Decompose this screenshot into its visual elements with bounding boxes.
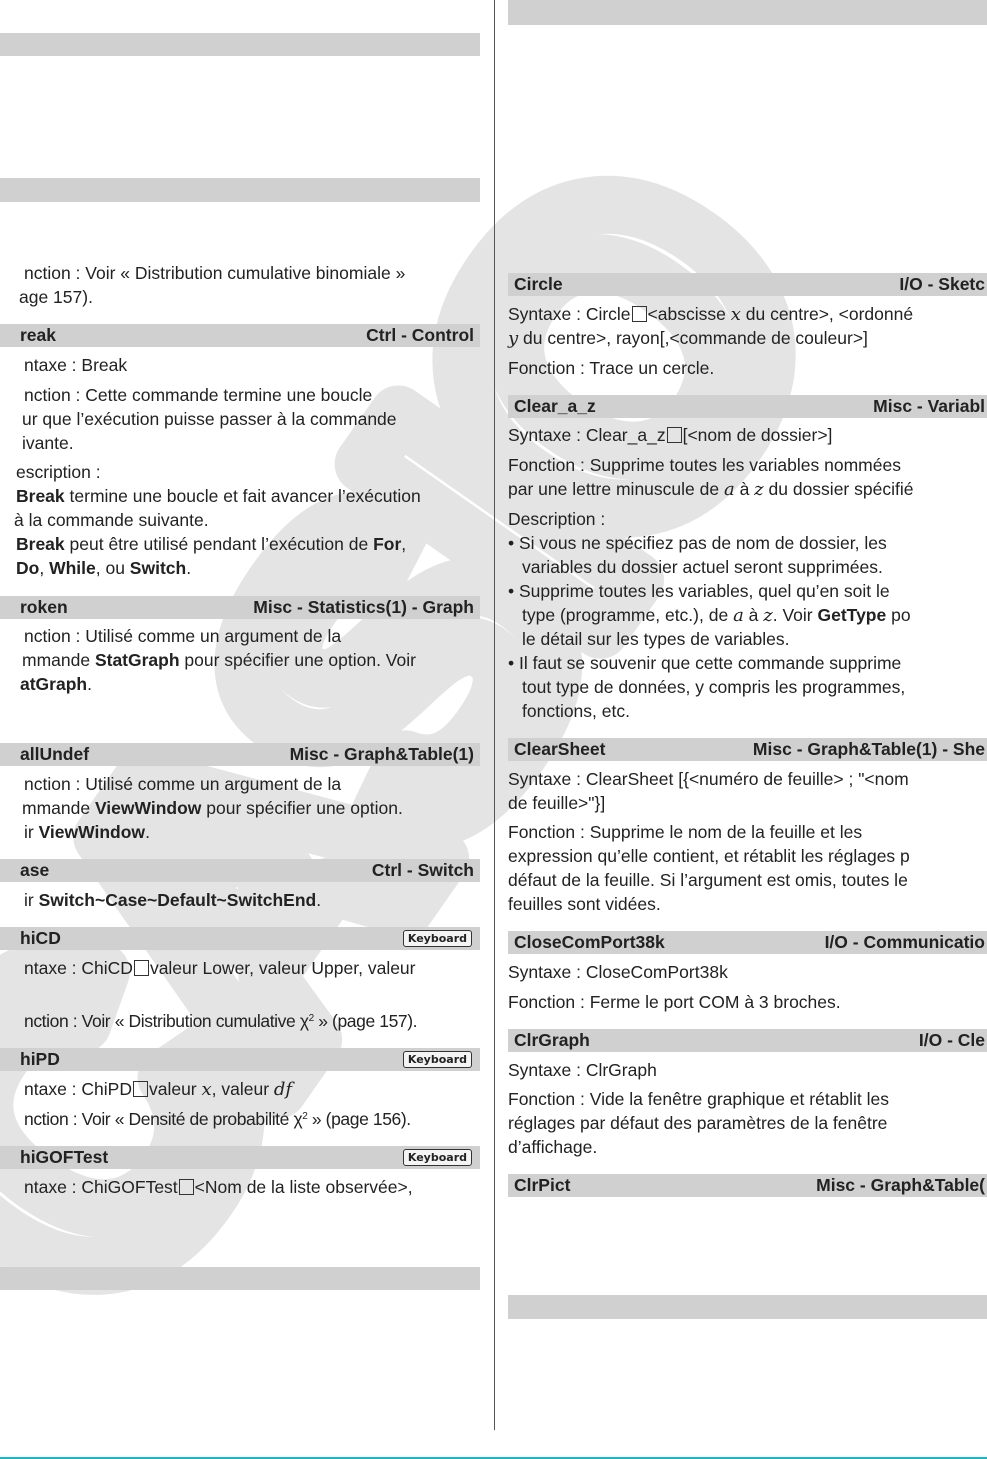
closecom-syntax: Syntaxe : CloseComPort38k <box>508 962 728 982</box>
binom-ref-line1: nction : Voir « Distribution cumulative binomiale » <box>24 263 406 283</box>
break-syntax: ntaxe : Break <box>24 355 128 375</box>
clear-bullet-2c: le détail sur les types de variables. <box>522 629 790 649</box>
entry-name: hiCD <box>20 928 61 948</box>
keyboard-badge: Keyboard <box>403 1149 472 1166</box>
entry-category: Misc - Statistics(1) - Graph <box>253 597 474 617</box>
entry-name: reak <box>20 325 57 345</box>
entry-header-callundef <box>0 743 480 766</box>
section-band-bottom <box>0 1267 480 1290</box>
entry-name: ClearSheet <box>514 739 606 759</box>
entry-header-chipd <box>0 1048 480 1071</box>
entry-header-clrpict <box>508 1174 987 1197</box>
callundef-line-2: mmande ViewWindow pour spécifier une option. <box>22 798 403 818</box>
closecom-func: Fonction : Ferme le port COM à 3 broches. <box>508 992 841 1012</box>
clrgraph-func-2: réglages par défaut des paramètres de la fenêtre <box>508 1113 888 1133</box>
entry-name: ClrGraph <box>514 1030 590 1050</box>
section-band-bottom <box>508 1295 987 1319</box>
broken-line-2: mmande StatGraph pour spécifier une option. Voir <box>22 650 416 670</box>
broken-line-3: atGraph. <box>20 674 92 694</box>
circle-func: Fonction : Trace un cercle. <box>508 358 715 378</box>
entry-name: ase <box>20 860 50 880</box>
case-line-1: ir Switch~Case~Default~SwitchEnd. <box>24 890 322 910</box>
chicd-syntax: ntaxe : ChiCD valeur Lower, valeur Upper, valeur <box>24 958 416 978</box>
entry-header-chicd <box>0 927 480 950</box>
section-band-top <box>508 0 987 25</box>
clear-bullet-1a: • Si vous ne spécifiez pas de nom de dossier, les <box>508 533 887 553</box>
clrgraph-func-1: Fonction : Vide la fenêtre graphique et rétablit les <box>508 1089 890 1109</box>
chigof-syntax: ntaxe : ChiGOFTest <Nom de la liste observée>, <box>24 1177 413 1197</box>
keyboard-badge: Keyboard <box>403 1051 472 1068</box>
column-divider <box>494 0 495 1430</box>
section-band-2 <box>0 178 480 202</box>
chicd-func: nction : Voir « Distribution cumulative $\chi^2$ » (page 157). <box>24 1011 418 1031</box>
entry-category: Misc - Graph&Table(1) <box>289 744 474 764</box>
clearsheet-func-3: défaut de la feuille. Si l’argument est omis, toutes le <box>508 870 908 890</box>
broken-line-1: nction : Utilisé comme un argument de la <box>24 626 342 646</box>
entry-header-clearsheet <box>508 738 987 761</box>
entry-category: Ctrl - Control <box>366 325 474 345</box>
entry-header-circle <box>508 273 987 296</box>
circle-syntax-1: Syntaxe : Circle <abscisse x du centre>, <ordonné <box>508 304 914 325</box>
clear-syntax: Syntaxe : Clear_a_z [<nom de dossier>] <box>508 425 833 445</box>
entry-header-case <box>0 859 480 882</box>
clear-func-2: par une lettre minuscule de a à z du dossier spécifié <box>508 479 914 500</box>
clear-func-1: Fonction : Supprime toutes les variables nommées <box>508 455 901 475</box>
entry-name: hiGOFTest <box>20 1147 109 1167</box>
clear-bullet-3a: • Il faut se souvenir que cette commande supprime <box>508 653 902 673</box>
entry-header-chigoftest <box>0 1146 480 1169</box>
entry-name: allUndef <box>20 744 90 764</box>
entry-category: I/O - Communicatio <box>824 932 985 952</box>
clrgraph-syntax: Syntaxe : ClrGraph <box>508 1060 657 1080</box>
callundef-line-1: nction : Utilisé comme un argument de la <box>24 774 342 794</box>
break-desc-2: Break peut être utilisé pendant l’exécution de For, <box>16 534 407 554</box>
space-symbol-icon <box>632 306 647 322</box>
section-band-top <box>0 33 480 56</box>
entry-name: roken <box>20 597 68 617</box>
clear-bullet-3b: tout type de données, y compris les programmes, <box>522 677 906 697</box>
clearsheet-func-2: expression qu’elle contient, et rétablit les réglages p <box>508 846 910 866</box>
clear-bullet-1b: variables du dossier actuel seront supprimées. <box>522 557 883 577</box>
break-func-1: nction : Cette commande termine une boucle <box>24 385 373 405</box>
space-symbol-icon <box>667 427 682 443</box>
space-symbol-icon <box>134 960 149 976</box>
space-symbol-icon <box>179 1179 194 1195</box>
break-desc-1: Break termine une boucle et fait avancer l’exécution <box>16 486 421 506</box>
entry-category: Misc - Variabl <box>873 396 985 416</box>
callundef-line-3: ir ViewWindow. <box>24 822 150 842</box>
entry-header-broken <box>0 596 480 619</box>
binom-ref-line2: age 157). <box>19 287 93 307</box>
break-desc-2b: Do, While, ou Switch. <box>16 558 192 578</box>
entry-header-clear-a-z <box>508 395 987 418</box>
entry-category: Ctrl - Switch <box>371 860 474 880</box>
entry-name: Clear_a_z <box>514 396 596 416</box>
entry-category: I/O - Sketc <box>899 274 985 294</box>
entry-name: ClrPict <box>514 1175 571 1195</box>
entry-header-clrgraph <box>508 1029 987 1052</box>
entry-name: CloseComPort38k <box>514 932 665 952</box>
entry-name: Circle <box>514 274 563 294</box>
break-desc-1b: à la commande suivante. <box>14 510 209 530</box>
space-symbol-icon <box>133 1081 148 1097</box>
keyboard-badge: Keyboard <box>403 930 472 947</box>
break-func-2: ur que l’exécution puisse passer à la commande <box>22 409 397 429</box>
clear-desc-label: Description : <box>508 509 606 529</box>
entry-header-break <box>0 324 480 347</box>
chipd-syntax: ntaxe : ChiPD valeur x, valeur df <box>24 1079 293 1100</box>
clearsheet-func-1: Fonction : Supprime le nom de la feuille et les <box>508 822 863 842</box>
circle-syntax-2: y du centre>, rayon[,<commande de couleur>] <box>508 328 868 349</box>
entry-category: I/O - Cle <box>918 1030 985 1050</box>
clear-bullet-3c: fonctions, etc. <box>522 701 630 721</box>
entry-name: hiPD <box>20 1049 60 1069</box>
clearsheet-syntax-2: de feuille>"}] <box>508 793 606 813</box>
entry-header-closecomport38k <box>508 931 987 954</box>
clrgraph-func-3: d’affichage. <box>508 1137 598 1157</box>
clearsheet-syntax-1: Syntaxe : ClearSheet [{<numéro de feuille> ; "<nom <box>508 769 909 789</box>
entry-category: Misc - Graph&Table( <box>816 1175 985 1195</box>
break-desc-label: escription : <box>16 462 101 482</box>
clear-bullet-2a: • Supprime toutes les variables, quel qu’en soit le <box>508 581 890 601</box>
entry-category: Misc - Graph&Table(1) - She <box>752 739 985 759</box>
chipd-func: nction : Voir « Densité de probabilité $\chi^2$ » (page 156). <box>24 1109 411 1129</box>
break-func-3: ivante. <box>22 433 74 453</box>
clearsheet-func-4: feuilles sont vidées. <box>508 894 661 914</box>
clear-bullet-2b: type (programme, etc.), de a à z. Voir GetType po <box>522 605 911 626</box>
